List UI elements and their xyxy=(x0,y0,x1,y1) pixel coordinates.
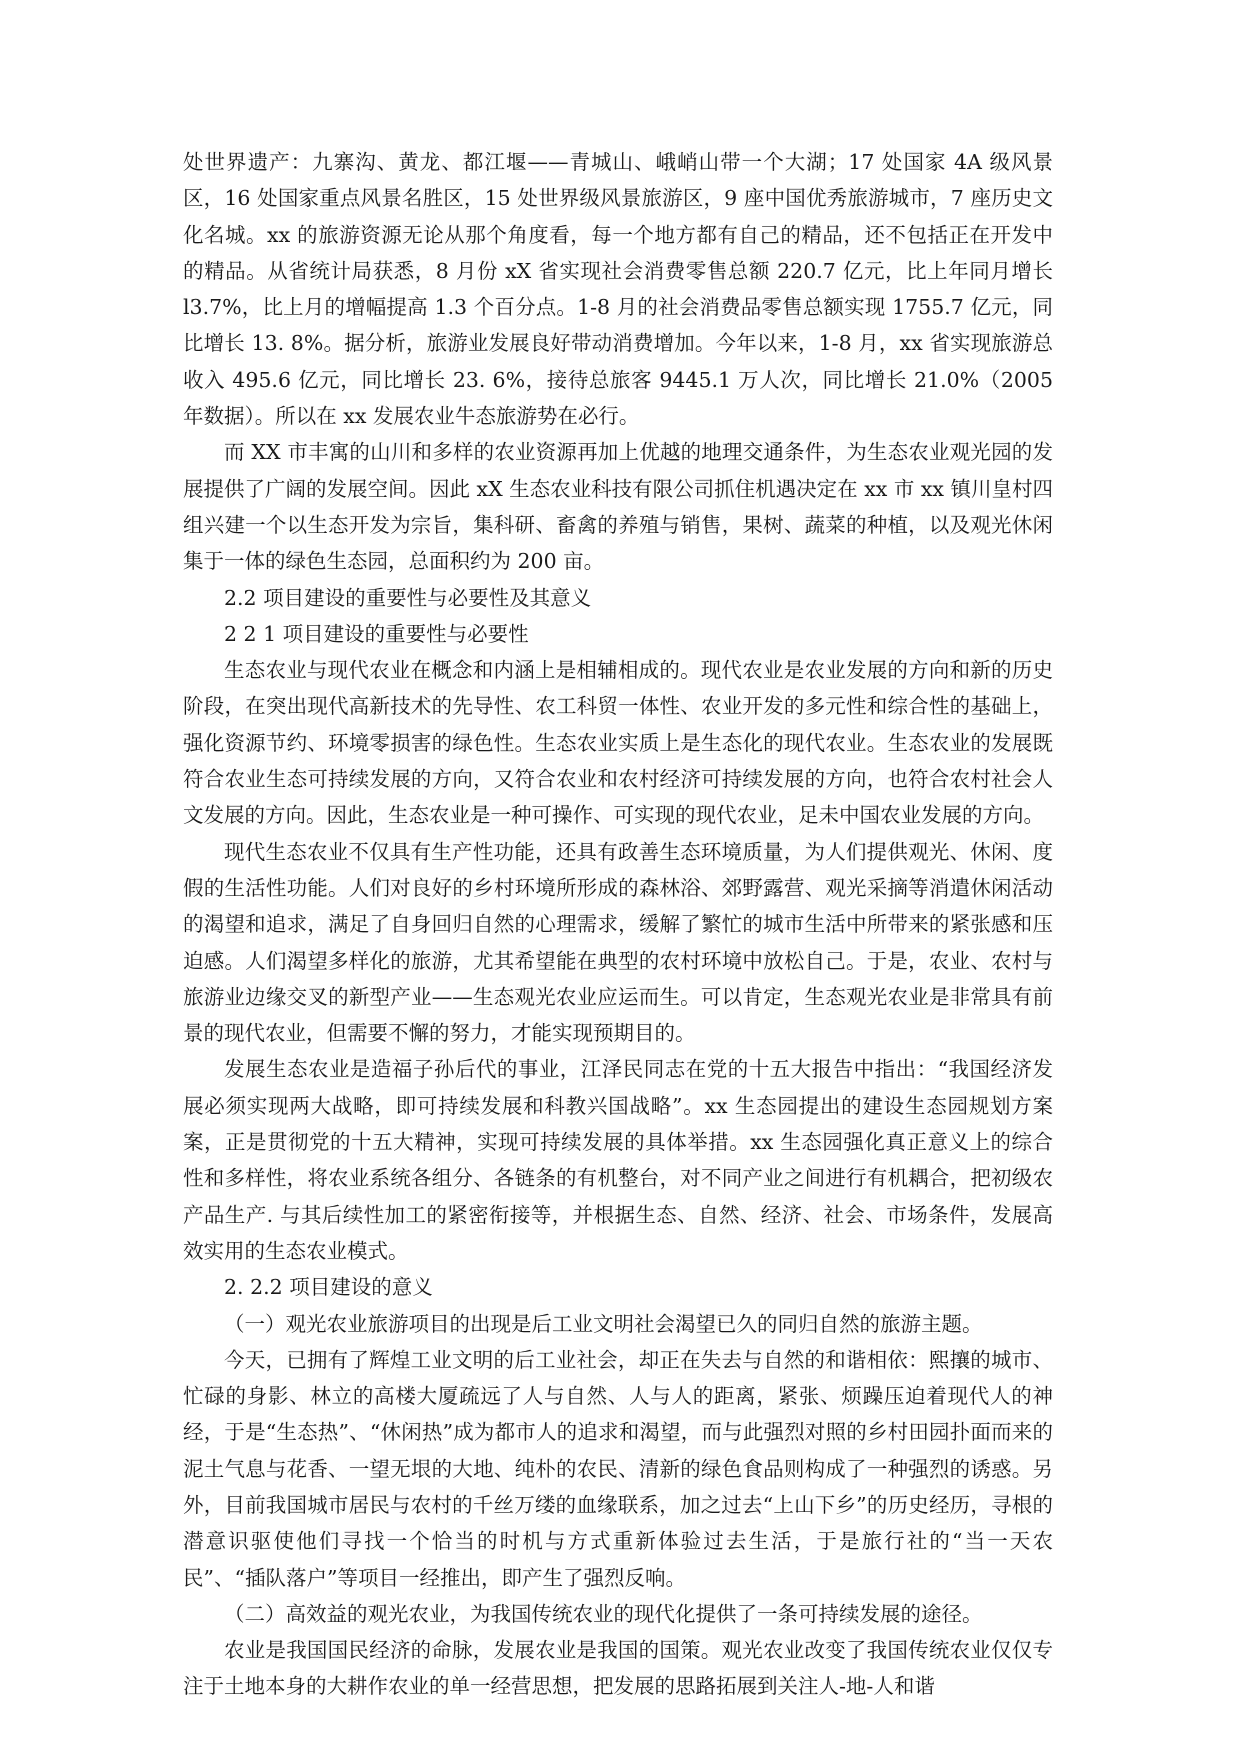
paragraph-post-industrial-society: 今天，已拥有了辉煌工业文明的后工业社会，却正在失去与自然的和谐相依：熙攘的城市、忙碌的身影、林立的高楼大厦疏远了人与自然、人与人的距离，紧张、烦躁压迫着现代人的神经，于是“生态热”、“休闲热”成为都市人的追求和渴望，而与此强烈对照的乡村田园扑面而来的泥土气息与花香、一望无垠的大地、纯朴的农民、清新的绿色食品则构成了一种强烈的诱惑。另外，目前我国城市居民与农村的千丝万缕的血缘联系，加之过去“上山下乡”的历史经历，寻根的潜意识驱使他们寻找一个恰当的时机与方式重新体验过去生活，于是旅行社的“当一天农民”、“插队落户”等项目一经推出，即产生了强烈反响。 xyxy=(183,1347,1053,1590)
paragraph-point-two-title: （二）高效益的观光农业，为我国传统农业的现代化提供了一条可持续发展的途径。 xyxy=(224,1601,983,1626)
document-body xyxy=(183,144,1053,1705)
section-heading-2-2: 2.2 项目建设的重要性与必要性及其意义 xyxy=(224,585,592,610)
paragraph-modern-agriculture: 生态农业与现代农业在概念和内涵上是相辅相成的。现代农业是农业发展的方向和新的历史阶段，在突出现代高新技术的先导性、农工科贸一体性、农业开发的多元性和综合性的基础上，强化资源节约、环境零损害的绿色性。生态农业实质上是生态化的现代农业。生态农业的发展既符合农业生态可持续发展的方向，又符合农业和农村经济可持续发展的方向，也符合农村社会人文发展的方向。因此，生态农业是一种可操作、可实现的现代农业，足未中国农业发展的方向。 xyxy=(183,658,1053,828)
paragraph-ecological-functions: 现代生态农业不仅具有生产性功能，还具有政善生态环境质量，为人们提供观光、休闲、度假的生活性功能。人们对良好的乡村环境所形成的森林浴、郊野露营、观光采摘等消遣休闲活动的渴望和追求，满足了自身回归自然的心理需求，缓解了繁忙的城市生活中所带来的紧张感和压迫感。人们渴望多样化的旅游，尤其希望能在典型的农村环境中放松自己。于是，农业、农村与旅游业边缘交叉的新型产业——生态观光农业应运而生。可以肯定，生态观光农业是非常具有前景的现代农业，但需要不懈的努力，才能实现预期目的。 xyxy=(183,839,1053,1046)
paragraph-agriculture-lifeline: 农业是我国国民经济的命脉，发展农业是我国的国策。观光农业改变了我国传统农业仅仅专注于土地本身的大耕作农业的单一经营思想，把发展的思路拓展到关注人-地-人和谐 xyxy=(183,1638,1053,1699)
paragraph-tourism-statistics: 处世界遗产：九寨沟、黄龙、都江堰——青城山、峨峭山带一个大湖；17 处国家 4A 级风景区，16 处国家重点风景名胜区，15 处世界级风景旅游区，9 座中国优秀旅游城市，7 座历史文化名城。xx 的旅游资源无论从那个角度看，每一个地方都有自己的精品，还不包括正在开发中的精品。从省统计局获悉，8 月份 xX 省实现社会消费零售总额 220.7 亿元，比上年同月增长 l3.7%，比上月的增幅提高 1.3 个百分点。1-8 月的社会消费品零售总额实现 1755.7 亿元，同比增长 13. 8%。据分析，旅游业发展良好带动消费增加。今年以来，1-8 月，xx 省实现旅游总收入 495.6 亿元，同比增长 23. 6%，接待总旅客 9445.1 万人次，同比增长 21.0%（2005 年数据）。所以在 xx 发展农业牛态旅游势在必行。 xyxy=(183,150,1053,429)
paragraph-policy-support: 发展生态农业是造福子孙后代的事业，江泽民同志在党的十五大报告中指出：“我国经济发展必须实现两大战略，即可持续发展和科教兴国战略”。xx 生态园提出的建设生态园规划方案案，正是贯彻党的十五大精神，实现可持续发展的具体举措。xx 生态园强化真正意义上的综合性和多样性，将农业系统各组分、各链条的有机整台，对不同产业之间进行有机耦合，把初级农产品生产. 与其后续性加工的紧密衔接等，并根据生态、自然、经济、社会、市场条件，发展高效实用的生态农业模式。 xyxy=(183,1057,1053,1263)
section-heading-2-2-1: 2 2 1 项目建设的重要性与必要性 xyxy=(224,621,529,646)
paragraph-ecological-park-overview: 而 XX 市丰寓的山川和多样的农业资源再加上优越的地理交通条件，为生态农业观光园的发展提供了广阔的发展空间。因此 xX 生态农业科技有限公司抓住机遇决定在 xx 市 xx 镇川皇村四组兴建一个以生态开发为宗旨，集科研、畜禽的养殖与销售，果树、蔬菜的种植，以及观光休闲集于一体的绿色生态园，总面积约为 200 亩。 xyxy=(183,440,1053,574)
paragraph-point-one-title: （一）观光农业旅游项目的出现是后工业文明社会渴望已久的同归自然的旅游主题。 xyxy=(224,1311,983,1336)
section-heading-2-2-2: 2. 2.2 项目建设的意义 xyxy=(224,1275,433,1300)
